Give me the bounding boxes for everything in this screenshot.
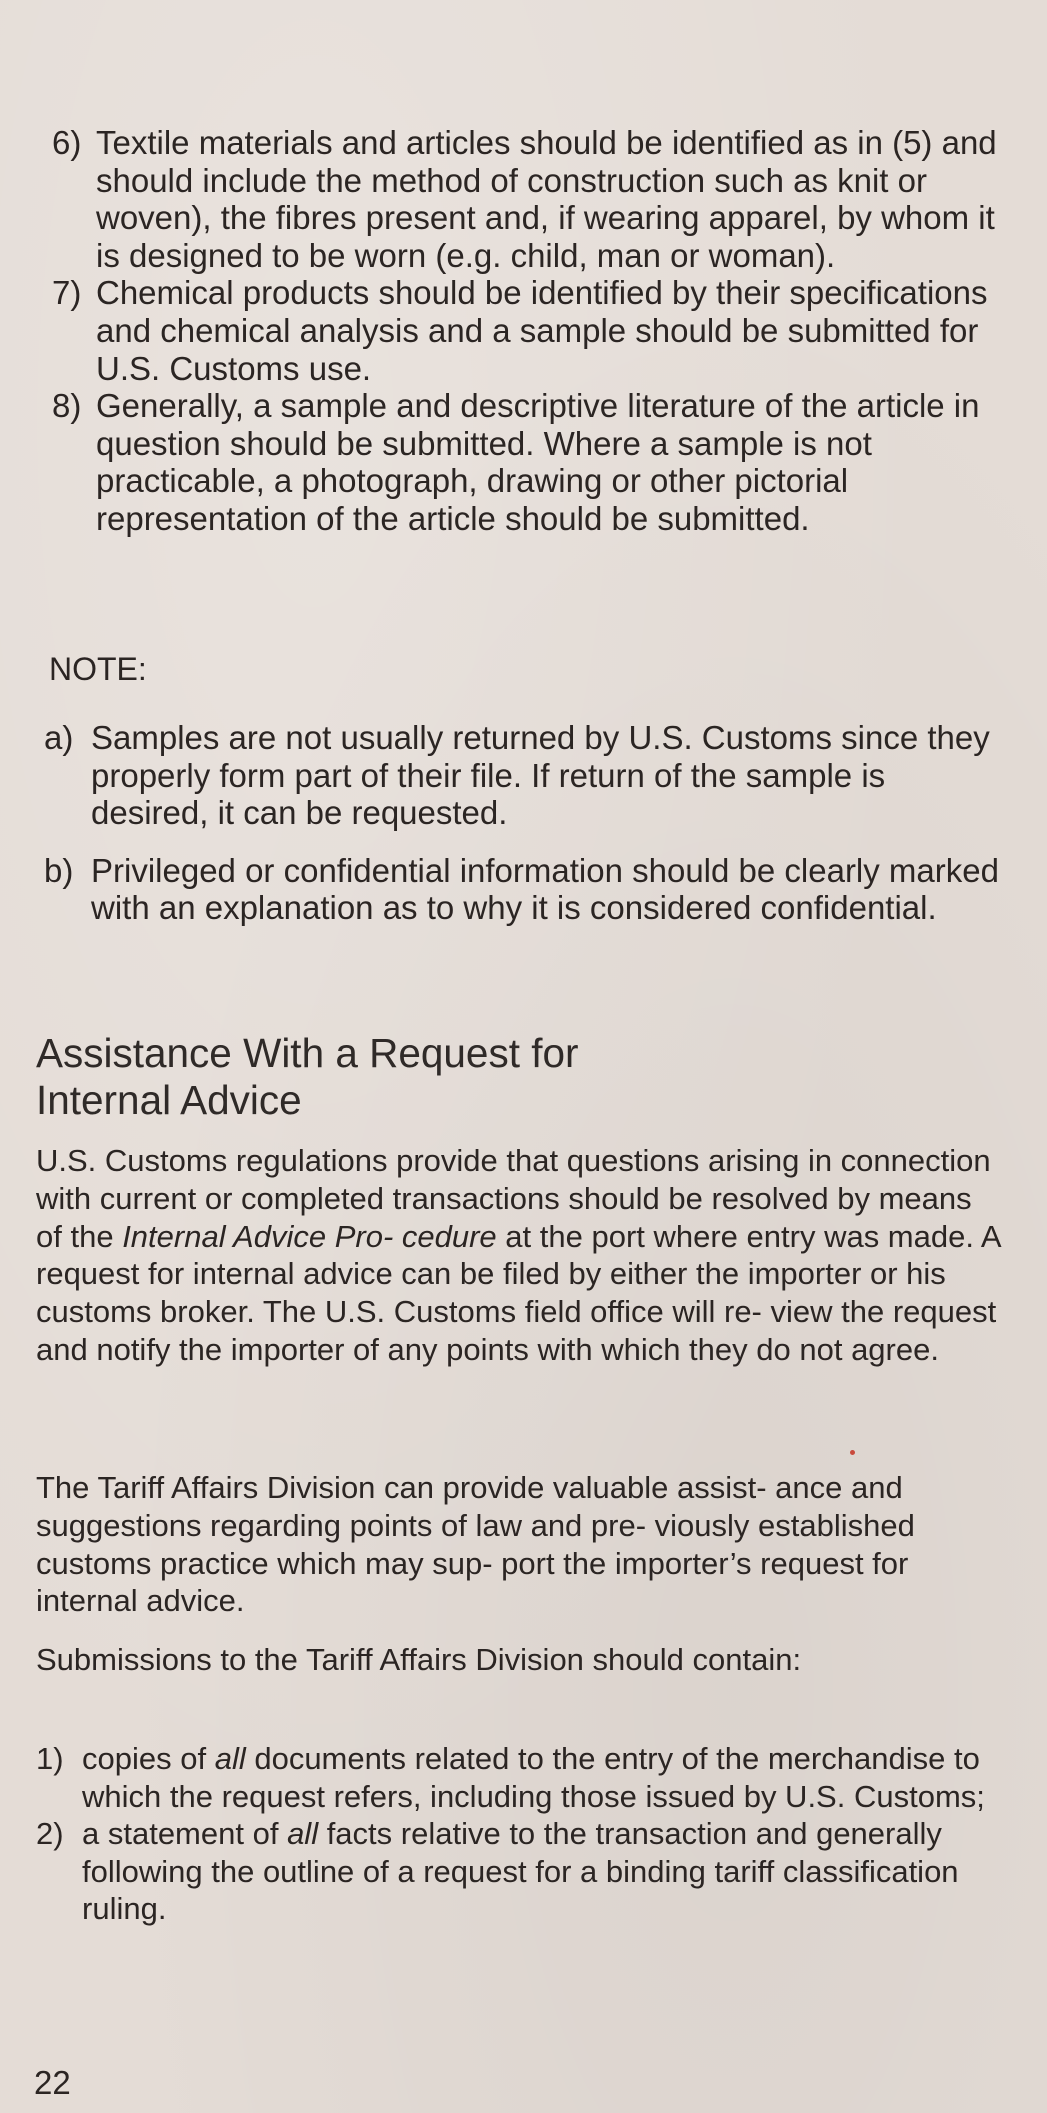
note-label: NOTE:	[49, 651, 147, 687]
note-item	[44, 852, 1004, 927]
note-text: Samples are not usually returned by U.S. Customs since they properly form part of their file. If return of the sample is desired, it can be requested.	[91, 719, 990, 831]
list-item	[36, 1815, 1006, 1928]
emphasis-text: all	[287, 1816, 319, 1852]
note-letter: b)	[44, 851, 74, 889]
ink-mark	[850, 1450, 855, 1455]
paragraph-internal-advice	[36, 1142, 1006, 1369]
item-text: Generally, a sample and descriptive literature of the article in question should be submitted. Where a sample is not practicable, a photograph, drawing or other pictorial representation of the article should be submitted.	[96, 387, 980, 537]
item-number: 1)	[36, 1741, 64, 1776]
paragraph-text: U.S. Customs regulations provide that questions arising in connection with current or completed transactions should be resolved by means of the	[36, 1143, 991, 1254]
item-text: documents related to the entry of the merchandise to which the request refers, including those issued by U.S. Customs;	[82, 1741, 985, 1814]
procedure-name: Internal Advice Pro- cedure	[122, 1218, 497, 1254]
section-heading	[36, 1030, 936, 1124]
item-number: 6)	[52, 124, 82, 161]
paragraph-submissions: Submissions to the Tariff Affairs Division should contain:	[36, 1642, 802, 1677]
item-text: facts relative to the transaction and generally following the outline of a request for a binding tariff classification ruling.	[82, 1816, 959, 1927]
item-text: a statement of	[82, 1816, 288, 1852]
item-text: Textile materials and articles should be identified as in (5) and should include the method of construction such as knit or woven), the fibres present and, if wearing apparel, by whom it is designed to be worn (e.g. child, man or woman).	[96, 124, 997, 274]
paragraph-text: at the port where entry was made. A request for internal advice can be filed by either the importer or his customs broker. The U.S. Customs field office will re- view the request and notify the importer of any points with which they do not agree.	[36, 1218, 1000, 1367]
note-item	[44, 719, 1004, 832]
note-letter: a)	[44, 719, 74, 756]
list-item	[52, 124, 1002, 274]
paragraph-tariff-affairs: The Tariff Affairs Division can provide valuable assist- ance and suggestions regarding points of law and pre- viously established customs practice which may sup- port the importer’s request for internal advice.	[36, 1470, 915, 1619]
heading-line: Internal Advice	[36, 1077, 302, 1123]
list-item	[36, 1740, 1006, 1815]
list-item	[52, 387, 1002, 537]
page-number: 22	[34, 2064, 71, 2101]
emphasis-text: all	[214, 1741, 246, 1776]
submission-list	[36, 1740, 1006, 1928]
list-item	[52, 274, 1002, 387]
item-text: copies of	[82, 1741, 215, 1776]
identification-list	[52, 124, 1002, 538]
item-number: 2)	[36, 1816, 64, 1852]
note-list	[44, 719, 1004, 947]
item-number: 8)	[52, 387, 82, 425]
heading-line: Assistance With a Request for	[36, 1030, 579, 1076]
item-number: 7)	[52, 274, 82, 312]
note-text: Privileged or confidential information should be clearly marked with an explanation as to why it is considered confidential.	[91, 851, 999, 926]
item-text: Chemical products should be identified by their specifications and chemical analysis and a sample should be submitted for U.S. Customs use.	[96, 274, 988, 387]
